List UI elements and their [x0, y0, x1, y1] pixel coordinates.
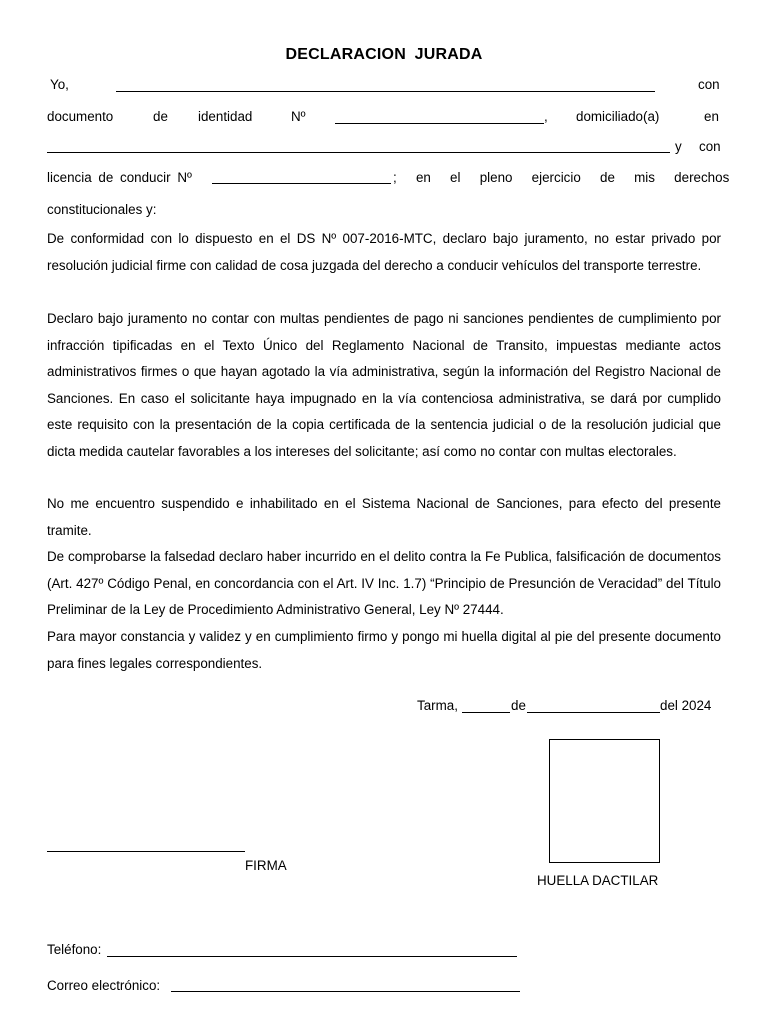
en-label: en: [704, 109, 719, 124]
telefono-label: Teléfono:: [47, 942, 102, 957]
domiciliado-label: domiciliado(a): [576, 109, 660, 124]
address-field[interactable]: [47, 152, 670, 153]
licencia-label: licencia de conducir Nº: [47, 170, 192, 185]
signature-line[interactable]: [47, 851, 245, 852]
con-label-2: con: [699, 139, 721, 154]
signature-label: FIRMA: [245, 858, 287, 873]
de-label: de: [153, 109, 168, 124]
paragraph-2: Declaro bajo juramento no contar con multas pendientes de pago ni sanciones pendientes de cumplimiento por infracción tipificadas en el Texto Único del Reglamento Nacional de Transito, impuestas mediante actos administrativos firmes o que hayan agotado la vía administrativa, según la información del Registro Nacional de Sanciones. En caso el solicitante haya impugnado en la vía contenciosa administrativa, se dará por cumplido este requisito con la presentación de la copia certificada de la sentencia judicial o de la resolución judicial que dicta medida cautelar favorables a los intereses del solicitante; así como no contar con multas electorales.: [47, 311, 721, 459]
paragraph-3: No me encuentro suspendido e inhabilitado en el Sistema Nacional de Sanciones, para efecto del presente tramite.: [47, 496, 721, 538]
paragraph-1: De conformidad con lo dispuesto en el DS Nº 007-2016-MTC, declaro bajo juramento, no estar privado por resolución judicial firme con calidad de cosa juzgada del derecho a conducir vehículos del transporte terrestre.: [47, 231, 721, 273]
con-label-1: con: [698, 77, 720, 92]
documento-label: documento: [47, 109, 114, 124]
numero-sign: Nº: [291, 109, 306, 124]
correo-field[interactable]: [171, 991, 520, 992]
date-de-label: de: [511, 698, 526, 713]
correo-label: Correo electrónico:: [47, 978, 161, 993]
identidad-label: identidad: [198, 109, 253, 124]
year-label: del 2024: [660, 698, 712, 713]
day-field[interactable]: [462, 712, 510, 713]
city-label: Tarma,: [417, 698, 458, 713]
name-field[interactable]: [116, 91, 655, 92]
paragraph-4: De comprobarse la falsedad declaro haber incurrido en el delito contra la Fe Publica, falsificación de documentos (Art. 427º Código Penal, en concordancia con el Art. IV Inc. 1.7) “Principio de Presunción de Veracidad” del Título Preliminar de la Ley de Procedimiento Administrativo General, Ley Nº 27444.: [47, 549, 721, 618]
paragraph-5: Para mayor constancia y validez y en cumplimiento firmo y pongo mi huella digital al pie del presente documento para fines legales correspondientes.: [47, 629, 721, 671]
document-title: DECLARACION JURADA: [285, 46, 483, 63]
yo-label: Yo,: [50, 77, 69, 92]
comma: ,: [544, 109, 548, 124]
constitucionales-label: constitucionales y:: [47, 202, 157, 217]
licencia-rest: ; en el pleno ejercicio de mis derechos: [393, 170, 730, 185]
fingerprint-box: [549, 739, 660, 863]
telefono-field[interactable]: [107, 956, 517, 957]
license-field[interactable]: [212, 183, 391, 184]
fingerprint-label: HUELLA DACTILAR: [537, 873, 659, 888]
month-field[interactable]: [527, 712, 660, 713]
dni-field[interactable]: [335, 123, 544, 124]
y-label: y: [675, 139, 682, 154]
